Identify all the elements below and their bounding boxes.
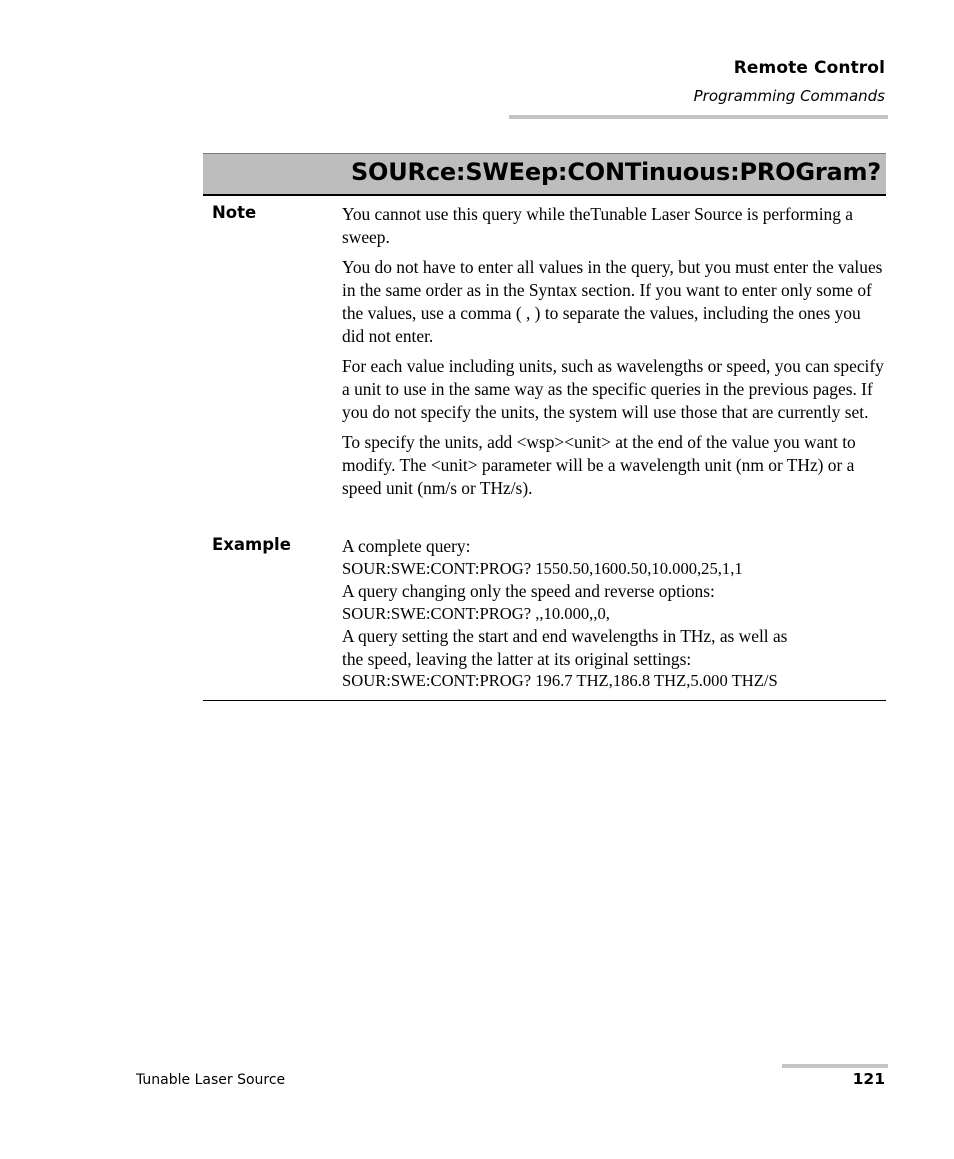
note-paragraph: You do not have to enter all values in the query, but you must enter the values in the same order as in the Syntax section. If you want to enter only some of the values, use a comma ( , ) to separate the values, including the ones you did not enter. — [342, 257, 883, 346]
note-paragraph: To specify the units, add <wsp><unit> at the end of the value you want to modify. The <unit> parameter will be a wavelength unit (nm or THz) or a speed unit (nm/s or THz/s). — [342, 432, 856, 498]
command-title-bar — [203, 153, 886, 196]
footer-product-name: Tunable Laser Source — [136, 1072, 286, 1088]
header-rule — [509, 115, 888, 119]
example-query: SOUR:SWE:CONT:PROG? ,,10.000,,0, — [342, 603, 610, 623]
example-intro: A query changing only the speed and reverse options: — [342, 581, 715, 601]
running-header-subsection: Programming Commands — [693, 87, 885, 105]
note-paragraph: For each value including units, such as wavelengths or speed, you can specify a unit to use in the same way as the specific queries in the previous pages. If you do not specify the units, the system will use those that are currently set. — [342, 356, 884, 422]
page-number: 121 — [852, 1070, 885, 1088]
example-intro: A query setting the start and end wavelengths in THz, as well as — [342, 626, 788, 646]
example-label: Example — [212, 535, 291, 554]
example-body — [342, 535, 886, 693]
command-title: SOURce:SWEep:CONTinuous:PROGram? — [350, 158, 881, 186]
footer-rule — [782, 1064, 888, 1068]
example-query: SOUR:SWE:CONT:PROG? 1550.50,1600.50,10.000,25,1,1 — [342, 558, 743, 578]
note-label: Note — [212, 203, 257, 222]
running-header-section: Remote Control — [733, 58, 885, 78]
example-intro: A complete query: — [342, 536, 471, 556]
note-paragraph: You cannot use this query while theTunable Laser Source is performing a sweep. — [342, 204, 854, 247]
example-query: SOUR:SWE:CONT:PROG? 196.7 THZ,186.8 THZ,5.000 THZ/S — [342, 671, 778, 690]
example-intro: the speed, leaving the latter at its original settings: — [342, 648, 692, 669]
section-end-rule — [203, 700, 886, 701]
note-body — [342, 203, 886, 507]
